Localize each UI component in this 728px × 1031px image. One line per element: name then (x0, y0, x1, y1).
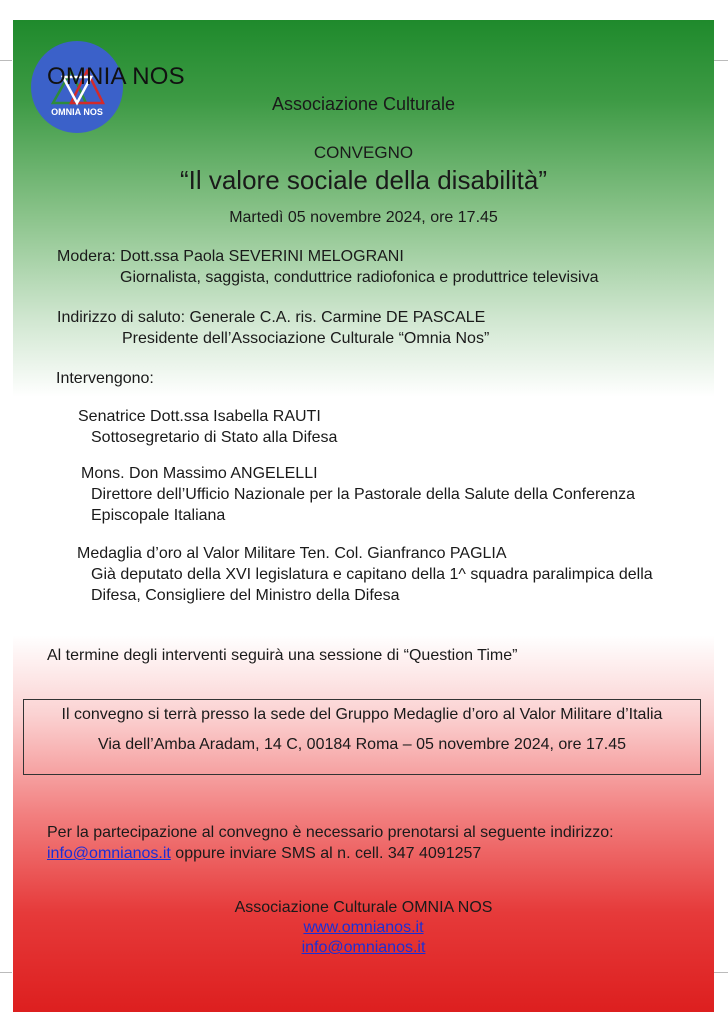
event-date: Martedì 05 novembre 2024, ore 17.45 (229, 209, 498, 226)
venue-address: Via dell’Amba Aradam, 14 C, 00184 Roma – 05 novembre 2024, ore 17.45 (97, 736, 627, 753)
footer-email-wrap (13, 939, 714, 957)
frame-mark (0, 60, 12, 61)
speaker-role: Già deputato della XVI legislatura e capitano della 1^ squadra paralimpica della (91, 566, 653, 583)
booking-contact (47, 845, 481, 863)
logo-wordmark: OMNIA NOS (47, 63, 185, 90)
greeting-role: Presidente dell’Associazione Culturale “Omnia Nos” (122, 330, 490, 347)
footer-website-wrap (13, 919, 714, 937)
speaker-role: Difesa, Consigliere del Ministro della Difesa (91, 587, 400, 604)
booking-email-link[interactable]: info@omnianos.it (47, 845, 171, 862)
speaker-name: Medaglia d’oro al Valor Militare Ten. Col. Gianfranco PAGLIA (77, 545, 507, 562)
speaker-name: Senatrice Dott.ssa Isabella RAUTI (78, 408, 321, 425)
speaker-role: Episcopale Italiana (91, 507, 226, 524)
logo-caption: OMNIA NOS (51, 107, 103, 117)
frame-mark (0, 972, 12, 973)
event-title: “Il valore sociale della disabilità” (179, 165, 548, 195)
speakers-heading: Intervengono: (56, 370, 154, 387)
speaker-name: Mons. Don Massimo ANGELELLI (81, 465, 318, 482)
question-time-note: Al termine degli interventi seguirà una sessione di “Question Time” (47, 647, 518, 664)
frame-mark (714, 972, 728, 973)
moderator-name: Modera: Dott.ssa Paola SEVERINI MELOGRANI (57, 248, 404, 265)
speaker-role: Direttore dell’Ufficio Nazionale per la Pastorale della Salute della Conferenza (91, 486, 636, 503)
moderator-role: Giornalista, saggista, conduttrice radiofonica e produttrice televisiva (120, 269, 599, 286)
association-heading: Associazione Culturale (271, 94, 456, 114)
booking-instructions: Per la partecipazione al convegno è necessario prenotarsi al seguente indirizzo: (47, 824, 614, 841)
footer-email-link[interactable]: info@omnianos.it (301, 939, 426, 956)
footer-association: Associazione Culturale OMNIA NOS (234, 899, 493, 916)
booking-sms-text: oppure inviare SMS al n. cell. 347 4091257 (170, 845, 482, 862)
event-poster (13, 20, 714, 1012)
venue-box (23, 699, 701, 775)
footer-website-link[interactable]: www.omnianos.it (303, 919, 424, 936)
event-type: CONVEGNO (313, 143, 414, 162)
speaker-role: Sottosegretario di Stato alla Difesa (91, 429, 338, 446)
venue-line: Il convegno si terrà presso la sede del Gruppo Medaglie d’oro al Valor Militare d’Italia (61, 706, 663, 723)
greeting-name: Indirizzo di saluto: Generale C.A. ris. Carmine DE PASCALE (57, 309, 486, 326)
frame-mark (714, 60, 728, 61)
